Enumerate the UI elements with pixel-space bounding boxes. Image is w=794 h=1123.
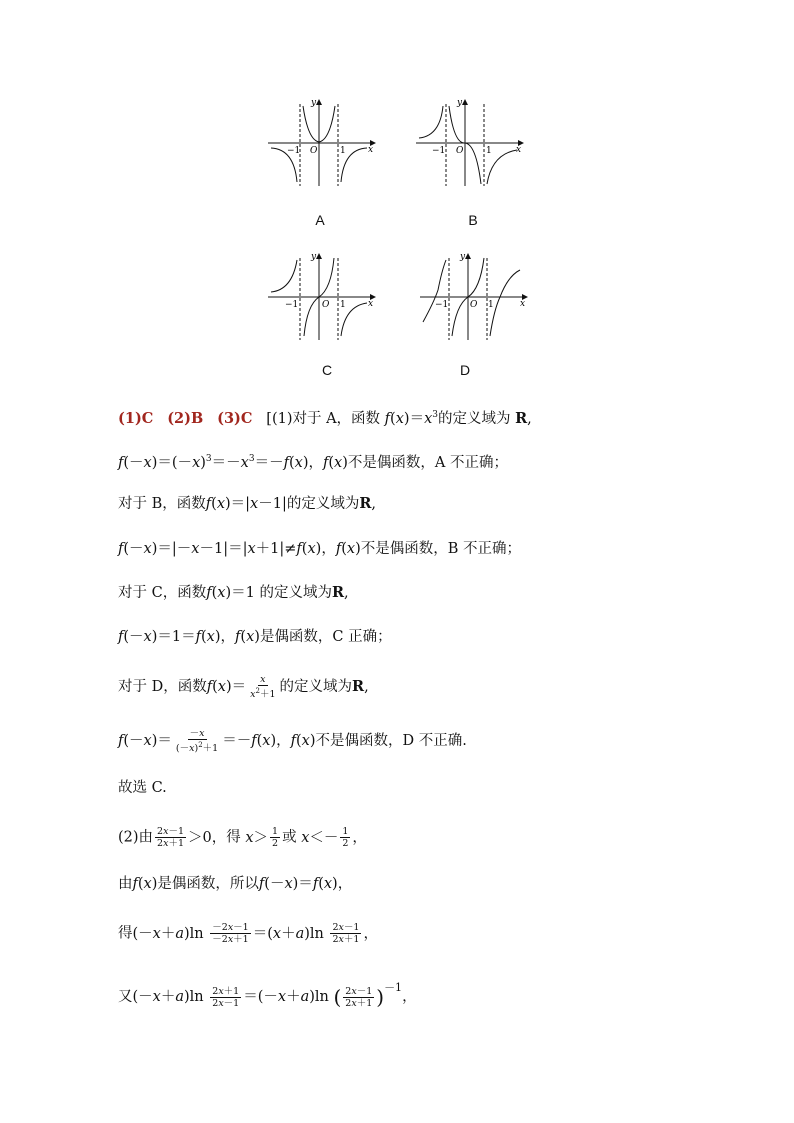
graph-c-label: C — [321, 362, 333, 378]
even-mid: 是偶函数，所以 — [157, 876, 259, 892]
equation-line-2 — [118, 978, 417, 1009]
part1-intro: [(1)对于 A，函数 — [266, 410, 381, 427]
tick-1: 1 — [340, 300, 346, 310]
formula-a-check: $f(-x)=(-x)^3=-x^3=-f(x)$，f(x) — [118, 454, 348, 471]
even-eq: f(－x)＝f(x)， — [258, 876, 353, 892]
comma: , — [527, 410, 532, 427]
part2-line — [118, 826, 367, 849]
tick-1: 1 — [488, 300, 494, 310]
line-c — [118, 583, 349, 603]
origin-label: O — [470, 300, 478, 310]
line-b-head: 对于 B，函数 — [118, 496, 206, 512]
formula-c-check: f(－x)＝1＝f(x)，f(x) — [118, 629, 260, 645]
line-b-check — [118, 539, 521, 559]
comma: , — [344, 585, 349, 601]
formula-d: f(x)＝ $\frac{x}{x^2+1}$ — [206, 674, 276, 701]
x-axis-label: x — [368, 145, 374, 155]
solution-range-2: x＜－ $\frac{1}{2}$ ， — [301, 826, 367, 849]
curve-left — [423, 260, 449, 322]
origin-label: O — [322, 300, 330, 310]
graph-d — [418, 250, 533, 342]
answer-line — [118, 405, 532, 429]
eq2-head: 又 — [118, 989, 133, 1005]
fx: f(x) — [132, 876, 158, 892]
origin-label: O — [456, 146, 464, 156]
domain-text: 的定义域为 — [259, 585, 332, 601]
line-c-check — [118, 627, 392, 647]
line-d-conclusion: 不是偶函数，D 不正确. — [315, 733, 467, 750]
x-axis-label: x — [516, 145, 522, 155]
domain-text: 的定义域为 — [279, 679, 353, 696]
domain-text: 的定义域为 — [286, 496, 360, 512]
line-d — [118, 674, 369, 700]
line-c-conclusion: 是偶函数，C 正确； — [259, 629, 392, 645]
tick-1: 1 — [486, 146, 492, 156]
solution-range: x＞ $\frac{1}{2}$ — [245, 826, 279, 849]
tick-1: 1 — [340, 146, 346, 156]
line-a-conclusion: 不是偶函数，A 不正确； — [347, 454, 508, 471]
y-axis-label: y — [311, 98, 317, 108]
y-axis-label: y — [457, 98, 463, 108]
line-c-head: 对于 C，函数 — [118, 585, 207, 601]
line-d-head: 对于 D，函数 — [118, 679, 207, 696]
line-b-conclusion: 不是偶函数，B 不正确； — [360, 541, 521, 557]
comma: , — [364, 679, 369, 696]
tick-neg1: −1 — [285, 300, 299, 310]
equation-line-1 — [118, 922, 378, 945]
or-text: 或 — [282, 829, 297, 846]
line-d-check — [118, 728, 467, 754]
get-text: 得 — [226, 829, 241, 846]
part2-head: (2)由 — [118, 829, 154, 846]
real-set: R — [352, 678, 365, 696]
answer-2: (2)B — [167, 409, 204, 427]
y-axis-label: y — [460, 252, 466, 262]
formula-c: f(x)＝1 — [206, 585, 260, 601]
formula-b-check: f(－x)＝|－x－1|＝|x＋1|≠f(x)，f(x) — [118, 541, 361, 557]
graph-a-label: A — [315, 212, 325, 228]
x-axis-label: x — [520, 299, 526, 309]
eq1: (－x＋a)ln $\frac{-2x-1}{-2x+1}$ ＝(x＋a)ln $\frac{2x-1}{2x+1}$ ， — [132, 922, 378, 945]
formula-d-check: f(－x)＝ $\frac{-x}{(-x)^2+1}$ ＝－f(x)，f(x) — [118, 728, 316, 755]
real-set: R — [359, 495, 372, 512]
answer-1: (1)C — [118, 409, 154, 427]
line-a-check — [118, 449, 508, 473]
conclusion-line — [118, 778, 167, 798]
eq2: (－x＋a)ln $\frac{2x+1}{2x-1}$ ＝(－x＋a)ln ( $\frac{2x-1}{2x+1}$ )$^{-1}$， — [132, 981, 417, 1009]
graph-a — [266, 96, 381, 188]
tick-neg1: −1 — [432, 146, 446, 156]
real-set: R — [515, 409, 528, 427]
formula-a: $f(x)=x^3$ — [384, 410, 438, 427]
even-function-line — [118, 874, 352, 894]
inequality: $\frac{2x-1}{2x+1}$ ＞0， — [157, 826, 227, 849]
y-axis-label: y — [311, 252, 317, 262]
graph-c — [266, 250, 381, 342]
even-head: 由 — [118, 876, 133, 892]
origin-label: O — [310, 146, 318, 156]
comma: , — [371, 496, 377, 512]
graph-d-label: D — [459, 362, 471, 378]
curve-left — [419, 106, 443, 138]
graph-b-label: B — [468, 212, 478, 228]
graph-b — [414, 96, 529, 188]
curve-right — [490, 270, 520, 336]
choose-c: 故选 C. — [118, 780, 167, 796]
domain-text: 的定义域为 — [438, 410, 511, 427]
line-b — [118, 494, 376, 514]
formula-b: f(x)＝|x－1| — [205, 496, 287, 512]
x-axis-label: x — [368, 299, 374, 309]
answer-3: (3)C — [217, 409, 253, 427]
eq1-head: 得 — [118, 925, 133, 942]
curve-left — [271, 260, 297, 292]
tick-neg1: −1 — [435, 300, 449, 310]
real-set: R — [331, 584, 345, 601]
tick-neg1: −1 — [287, 146, 301, 156]
